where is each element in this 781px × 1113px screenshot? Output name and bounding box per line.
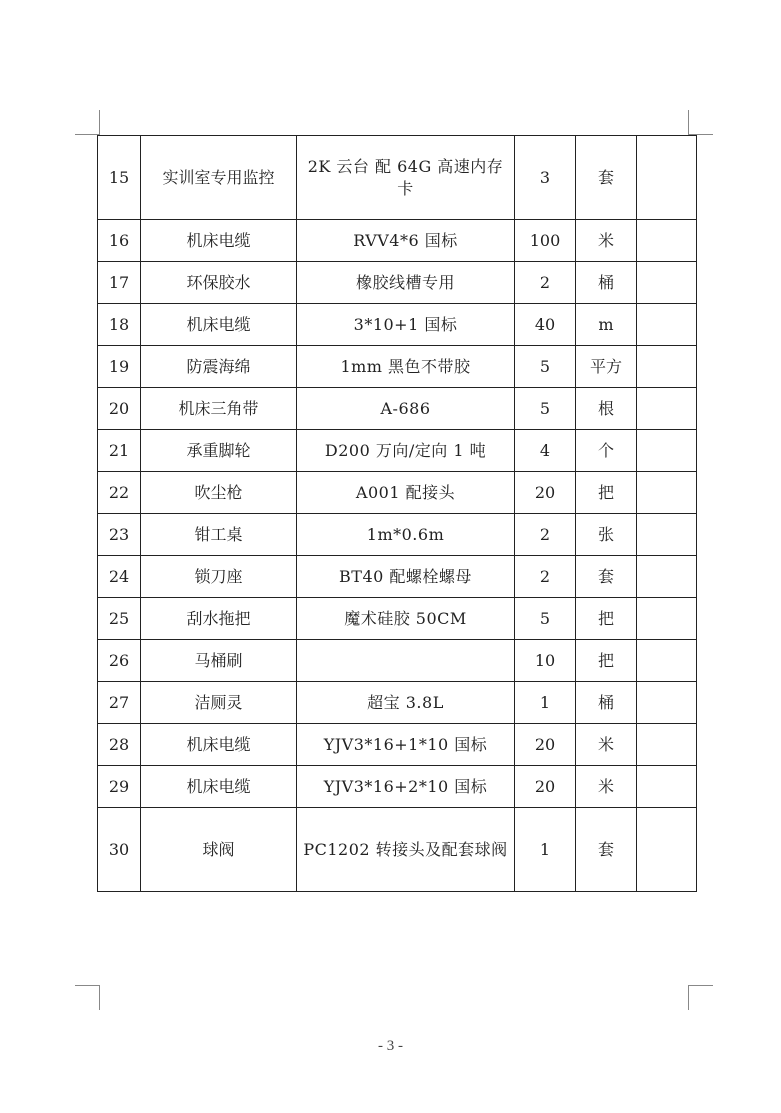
item-spec: D200 万向/定向 1 吨 (297, 430, 515, 472)
row-number: 30 (98, 808, 141, 892)
item-note (637, 514, 697, 556)
item-name: 球阀 (141, 808, 297, 892)
table-row (98, 766, 697, 808)
table-row (98, 724, 697, 766)
item-quantity: 5 (515, 346, 576, 388)
item-name: 锁刀座 (141, 556, 297, 598)
item-quantity: 5 (515, 388, 576, 430)
row-number: 25 (98, 598, 141, 640)
item-quantity: 2 (515, 262, 576, 304)
row-number: 27 (98, 682, 141, 724)
table-row (98, 262, 697, 304)
item-spec: 魔术硅胶 50CM (297, 598, 515, 640)
crop-mark-top-left (75, 110, 100, 135)
item-spec: RVV4*6 国标 (297, 220, 515, 262)
item-quantity: 10 (515, 640, 576, 682)
item-spec: 1mm 黑色不带胶 (297, 346, 515, 388)
row-number: 22 (98, 472, 141, 514)
item-quantity: 5 (515, 598, 576, 640)
item-note (637, 556, 697, 598)
item-quantity: 20 (515, 724, 576, 766)
row-number: 21 (98, 430, 141, 472)
item-name: 承重脚轮 (141, 430, 297, 472)
item-note (637, 430, 697, 472)
table-row (98, 388, 697, 430)
item-quantity: 40 (515, 304, 576, 346)
item-spec: 1m*0.6m (297, 514, 515, 556)
crop-mark-bottom-left (75, 985, 100, 1010)
item-spec: YJV3*16+1*10 国标 (297, 724, 515, 766)
page-number: - 3 - (378, 1038, 403, 1054)
item-quantity: 1 (515, 682, 576, 724)
row-number: 29 (98, 766, 141, 808)
item-unit: 把 (576, 640, 637, 682)
item-quantity: 3 (515, 136, 576, 220)
table-row (98, 304, 697, 346)
item-unit: 套 (576, 556, 637, 598)
item-note (637, 136, 697, 220)
item-note (637, 598, 697, 640)
table-row (98, 682, 697, 724)
row-number: 16 (98, 220, 141, 262)
table-row (98, 220, 697, 262)
crop-mark-top-right (688, 110, 713, 135)
row-number: 23 (98, 514, 141, 556)
table-row (98, 136, 697, 220)
table-row (98, 346, 697, 388)
table-row (98, 640, 697, 682)
item-unit: 根 (576, 388, 637, 430)
item-unit: 套 (576, 136, 637, 220)
item-spec: 2K 云台 配 64G 高速内存卡 (297, 136, 515, 220)
item-quantity: 100 (515, 220, 576, 262)
item-unit: 个 (576, 430, 637, 472)
item-spec: YJV3*16+2*10 国标 (297, 766, 515, 808)
item-name: 钳工桌 (141, 514, 297, 556)
table-row (98, 556, 697, 598)
item-note (637, 682, 697, 724)
item-unit: 套 (576, 808, 637, 892)
item-unit: 把 (576, 472, 637, 514)
item-note (637, 346, 697, 388)
item-spec: A-686 (297, 388, 515, 430)
table-row (98, 808, 697, 892)
item-name: 防震海绵 (141, 346, 297, 388)
item-note (637, 808, 697, 892)
item-spec: 橡胶线槽专用 (297, 262, 515, 304)
item-name: 马桶刷 (141, 640, 297, 682)
item-spec: 3*10+1 国标 (297, 304, 515, 346)
item-note (637, 472, 697, 514)
item-note (637, 766, 697, 808)
item-note (637, 262, 697, 304)
row-number: 24 (98, 556, 141, 598)
item-table (97, 135, 697, 892)
item-name: 机床电缆 (141, 304, 297, 346)
item-quantity: 1 (515, 808, 576, 892)
row-number: 15 (98, 136, 141, 220)
item-unit: m (576, 304, 637, 346)
crop-mark-bottom-right (688, 985, 713, 1010)
item-name: 机床电缆 (141, 766, 297, 808)
item-name: 吹尘枪 (141, 472, 297, 514)
item-unit: 平方 (576, 346, 637, 388)
table-row (98, 430, 697, 472)
item-spec: 超宝 3.8L (297, 682, 515, 724)
item-name: 环保胶水 (141, 262, 297, 304)
item-quantity: 20 (515, 472, 576, 514)
item-spec: PC1202 转接头及配套球阀 (297, 808, 515, 892)
item-name: 机床电缆 (141, 220, 297, 262)
table-row (98, 472, 697, 514)
item-quantity: 20 (515, 766, 576, 808)
item-quantity: 2 (515, 514, 576, 556)
item-note (637, 724, 697, 766)
item-quantity: 2 (515, 556, 576, 598)
item-quantity: 4 (515, 430, 576, 472)
item-note (637, 304, 697, 346)
item-spec (297, 640, 515, 682)
item-name: 实训室专用监控 (141, 136, 297, 220)
item-name: 刮水拖把 (141, 598, 297, 640)
row-number: 26 (98, 640, 141, 682)
item-unit: 米 (576, 724, 637, 766)
item-unit: 把 (576, 598, 637, 640)
row-number: 19 (98, 346, 141, 388)
item-spec: BT40 配螺栓螺母 (297, 556, 515, 598)
item-unit: 米 (576, 220, 637, 262)
item-unit: 米 (576, 766, 637, 808)
item-name: 洁厕灵 (141, 682, 297, 724)
item-name: 机床三角带 (141, 388, 297, 430)
table-row (98, 514, 697, 556)
item-note (637, 640, 697, 682)
row-number: 18 (98, 304, 141, 346)
item-note (637, 220, 697, 262)
item-note (637, 388, 697, 430)
row-number: 17 (98, 262, 141, 304)
row-number: 20 (98, 388, 141, 430)
item-unit: 桶 (576, 262, 637, 304)
row-number: 28 (98, 724, 141, 766)
table-row (98, 598, 697, 640)
item-unit: 张 (576, 514, 637, 556)
item-unit: 桶 (576, 682, 637, 724)
item-name: 机床电缆 (141, 724, 297, 766)
item-spec: A001 配接头 (297, 472, 515, 514)
